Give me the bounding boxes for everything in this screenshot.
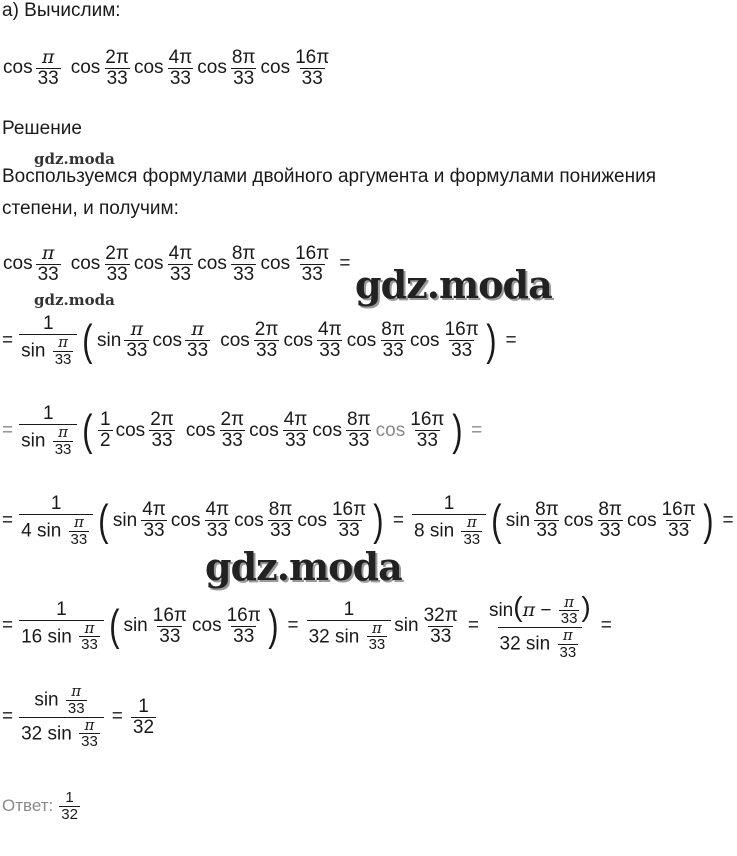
fraction xyxy=(293,48,331,89)
math-token: 33 xyxy=(37,263,59,285)
math-token: 33 xyxy=(106,263,128,285)
task-heading: а) Вычислим: xyxy=(2,0,121,21)
math-token: 16 xyxy=(21,625,43,647)
solution-label: Решение xyxy=(2,118,82,139)
math-token: 33 xyxy=(151,430,173,452)
math-token: cos xyxy=(234,509,264,531)
fraction xyxy=(443,320,481,361)
math-token: 33 xyxy=(54,440,72,458)
math-token: π xyxy=(564,592,574,611)
math-token: = xyxy=(2,706,14,727)
math-token: − xyxy=(540,600,552,621)
math-token: 1 xyxy=(65,789,74,806)
fraction xyxy=(230,48,258,89)
math-token: π xyxy=(58,422,68,441)
math-token: 1 xyxy=(100,409,111,431)
math-token: 16π xyxy=(295,243,330,264)
math-token: π xyxy=(191,318,204,341)
math-token: 33 xyxy=(67,699,85,717)
math-token: π xyxy=(41,242,55,264)
fraction xyxy=(140,500,168,541)
math-token: ( xyxy=(98,495,109,545)
math-token: 33 xyxy=(319,340,341,362)
math-token: 33 xyxy=(81,636,98,654)
math-token: cos xyxy=(70,253,101,275)
math-token: = xyxy=(722,509,734,531)
math-token: = xyxy=(2,615,14,637)
math-token: 1 xyxy=(42,313,54,334)
math-token: 8π xyxy=(231,47,256,68)
intro-text-line2: степени, и получим: xyxy=(2,198,179,219)
math-token: 33 xyxy=(451,340,473,362)
fraction xyxy=(53,332,74,368)
math-token: 33 xyxy=(70,530,88,548)
math-token: π xyxy=(84,715,95,734)
math-token: 8π xyxy=(598,499,623,521)
math-token: π xyxy=(130,318,144,341)
math-token: cos xyxy=(3,253,33,275)
math-token: 33 xyxy=(126,340,148,362)
math-token: 33 xyxy=(536,520,558,542)
math-token: 33 xyxy=(284,430,307,452)
fraction xyxy=(316,320,344,361)
fraction xyxy=(19,404,77,457)
fraction xyxy=(558,628,579,661)
fraction xyxy=(307,600,392,653)
fraction xyxy=(19,314,77,367)
fraction xyxy=(167,48,195,89)
fraction xyxy=(103,244,131,285)
fraction xyxy=(66,684,87,717)
math-token: 33 xyxy=(430,625,452,647)
math-token: 2π xyxy=(150,409,174,431)
math-token: = xyxy=(505,329,517,351)
math-token: 16π xyxy=(331,499,367,521)
fraction xyxy=(379,320,407,361)
math-token: 2π xyxy=(105,243,129,264)
math-token: ( xyxy=(82,315,93,365)
fraction xyxy=(596,500,624,541)
fraction xyxy=(167,244,195,285)
fraction xyxy=(185,320,210,361)
fraction xyxy=(422,606,460,647)
math-token: π xyxy=(466,512,477,531)
math-token: sin xyxy=(47,722,72,744)
math-token: 33 xyxy=(233,67,255,89)
math-token: 32π xyxy=(423,604,458,626)
math-token: ) xyxy=(451,405,462,455)
fraction xyxy=(36,48,61,89)
math-token: 33 xyxy=(169,263,191,285)
math-token: 2π xyxy=(105,47,129,68)
watermark-small: gdz.moda xyxy=(34,150,115,168)
math-token: = xyxy=(392,509,404,531)
math-token: = xyxy=(111,706,123,727)
fraction xyxy=(19,600,104,653)
math-token: ) xyxy=(486,315,497,365)
fraction xyxy=(218,410,246,451)
math-token: = xyxy=(2,509,14,531)
math-token: 33 xyxy=(106,67,128,89)
math-token: cos xyxy=(133,57,164,79)
fraction xyxy=(203,500,231,541)
cos-fn: cos xyxy=(3,57,33,79)
math-token: cos xyxy=(409,329,440,351)
fraction xyxy=(36,244,61,285)
fraction xyxy=(533,500,561,541)
math-token: cos xyxy=(133,253,164,275)
math-token: ( xyxy=(513,591,523,622)
fraction xyxy=(253,320,281,361)
watermark-large: gdz.moda xyxy=(205,544,402,589)
answer-value xyxy=(59,790,80,823)
math-token: 4π xyxy=(318,319,342,341)
math-token: cos xyxy=(627,509,657,531)
fraction xyxy=(151,606,189,647)
math-token: 33 xyxy=(463,530,481,548)
math-token: ) xyxy=(581,591,591,622)
step-5 xyxy=(2,592,618,661)
math-token: 8π xyxy=(346,409,371,431)
fraction xyxy=(19,494,93,547)
math-token: 32 xyxy=(61,805,78,823)
math-token: sin xyxy=(123,615,148,637)
math-token: π xyxy=(84,618,95,637)
fraction xyxy=(412,494,486,547)
math-token: 1 xyxy=(138,695,149,717)
math-token: ) xyxy=(373,495,384,545)
fraction xyxy=(69,512,90,548)
fraction xyxy=(230,244,258,285)
math-token: π xyxy=(41,46,55,68)
math-token: π xyxy=(372,618,382,637)
math-token: 33 xyxy=(54,350,72,368)
math-token: cos xyxy=(260,57,291,79)
math-token: = xyxy=(600,615,612,637)
math-token: 33 xyxy=(599,520,621,542)
fraction xyxy=(131,697,156,738)
fraction xyxy=(148,410,176,451)
math-token: 4π xyxy=(168,243,193,264)
math-token: 32 xyxy=(308,625,330,647)
step-4 xyxy=(2,494,737,547)
math-token: 1 xyxy=(42,403,54,424)
math-token: ( xyxy=(491,495,502,545)
math-token: 4π xyxy=(168,47,193,68)
fraction xyxy=(124,320,149,361)
math-token: 33 xyxy=(187,340,209,362)
math-token: π xyxy=(58,332,68,351)
math-token: 33 xyxy=(206,520,228,542)
fraction xyxy=(293,244,331,285)
fraction xyxy=(53,422,74,458)
math-token: = xyxy=(2,329,14,351)
math-token: 32 xyxy=(21,722,43,744)
fraction xyxy=(79,715,100,751)
math-token: ( xyxy=(108,601,120,651)
step-1 xyxy=(2,244,356,285)
intro-text-line1: Воспользуемся формулами двойного аргумента и формулами понижения xyxy=(2,166,657,187)
math-token: 33 xyxy=(559,643,577,661)
math-token: = xyxy=(287,615,299,637)
fraction xyxy=(98,410,113,451)
math-token: 33 xyxy=(301,263,323,285)
math-token: 33 xyxy=(256,340,278,362)
fraction xyxy=(330,500,368,541)
math-token: cos xyxy=(115,419,146,441)
math-token: 16π xyxy=(444,319,479,341)
math-token: 1 xyxy=(443,493,455,514)
math-token: sin xyxy=(21,430,46,452)
math-token: sin xyxy=(97,329,122,351)
math-token: 33 xyxy=(368,636,386,654)
math-token: 16π xyxy=(661,499,696,521)
math-token: 4 xyxy=(21,520,32,542)
answer-label: Ответ: xyxy=(2,796,54,816)
math-token: ( xyxy=(82,405,93,455)
math-token: sin xyxy=(47,625,72,647)
math-token: π xyxy=(522,599,536,621)
math-token: cos xyxy=(346,329,377,351)
math-token: 33 xyxy=(560,610,578,628)
math-token: cos xyxy=(170,509,201,531)
math-token: sin xyxy=(335,625,360,647)
math-token: 1 xyxy=(56,598,67,620)
math-token: 33 xyxy=(668,520,690,542)
math-token: 33 xyxy=(416,430,438,452)
math-token: ) xyxy=(268,601,279,651)
math-token: 16π xyxy=(295,47,330,68)
math-token: 33 xyxy=(338,520,360,542)
math-token: cos xyxy=(197,253,227,275)
math-token: cos xyxy=(197,57,227,79)
math-token: sin xyxy=(505,509,531,531)
math-token: 2π xyxy=(254,319,279,341)
math-token: 33 xyxy=(221,430,243,452)
math-token: sin xyxy=(488,600,514,621)
math-token: 4π xyxy=(205,499,230,521)
math-token: sin xyxy=(429,520,455,542)
math-token: 16π xyxy=(226,604,261,626)
step-6 xyxy=(2,684,158,750)
math-token: 8π xyxy=(231,243,256,264)
math-token: 16π xyxy=(152,604,187,626)
math-token: 1 xyxy=(50,493,62,514)
math-token: sin xyxy=(21,340,46,362)
step-2 xyxy=(2,314,523,367)
fraction xyxy=(461,512,482,548)
math-token: = xyxy=(467,615,479,637)
fraction xyxy=(367,618,388,654)
math-token: 8π xyxy=(268,499,293,521)
fraction xyxy=(408,410,446,451)
math-token: cos xyxy=(297,509,327,531)
math-token: π xyxy=(73,512,84,531)
fraction xyxy=(282,410,310,451)
answer-line xyxy=(2,790,82,823)
math-token: 33 xyxy=(301,67,323,89)
math-token: π xyxy=(562,626,573,645)
math-token: = xyxy=(471,419,483,441)
math-token: 33 xyxy=(269,520,292,542)
fraction xyxy=(19,684,104,750)
math-token: 8π xyxy=(535,499,559,521)
math-token: sin xyxy=(525,633,551,655)
math-token: cos xyxy=(192,615,222,637)
math-token: sin xyxy=(112,509,138,531)
math-token: 33 xyxy=(159,625,181,647)
math-token: 4π xyxy=(142,499,166,521)
math-token: cos xyxy=(312,419,342,441)
math-token: 1 xyxy=(343,598,355,620)
math-token: cos xyxy=(563,509,594,531)
fraction xyxy=(79,618,100,654)
math-token: 33 xyxy=(233,625,255,647)
math-token: sin xyxy=(394,615,419,637)
math-token: cos xyxy=(220,329,250,351)
math-token: 2 xyxy=(100,430,111,452)
math-token: 33 xyxy=(143,520,165,542)
math-token: 16π xyxy=(410,409,445,431)
math-token: sin xyxy=(36,520,62,542)
watermark-large: gdz.moda xyxy=(355,262,552,307)
math-token: 4π xyxy=(283,409,308,431)
math-token: cos xyxy=(283,329,314,351)
math-token: cos xyxy=(70,57,101,79)
fraction xyxy=(487,592,593,661)
math-token: 2π xyxy=(220,409,245,431)
math-token: cos xyxy=(260,253,291,275)
math-token: cos xyxy=(185,419,216,441)
math-token: 33 xyxy=(233,263,255,285)
math-token: ) xyxy=(703,495,714,545)
math-token: 33 xyxy=(382,340,404,362)
fraction xyxy=(660,500,698,541)
step-3 xyxy=(2,404,488,457)
math-token: 8 xyxy=(414,520,425,542)
math-token: = xyxy=(2,419,14,441)
math-token: 33 xyxy=(37,67,59,89)
fraction xyxy=(267,500,295,541)
fraction xyxy=(559,592,580,628)
math-token: 32 xyxy=(499,633,521,655)
math-token: 8π xyxy=(381,319,405,341)
watermark-small: gdz.moda xyxy=(34,291,115,309)
fraction xyxy=(345,410,373,451)
math-token: 33 xyxy=(81,733,98,751)
math-token: = xyxy=(339,253,351,275)
fraction xyxy=(225,606,263,647)
math-token: 33 xyxy=(348,430,370,452)
math-token: cos xyxy=(375,419,406,441)
task-expression xyxy=(2,48,333,89)
math-token: 32 xyxy=(132,716,155,738)
math-token: π xyxy=(71,682,82,700)
math-token: sin xyxy=(34,689,59,711)
math-token: cos xyxy=(152,329,183,351)
fraction xyxy=(103,48,131,89)
math-token: cos xyxy=(249,419,279,441)
math-token: 33 xyxy=(169,67,191,89)
